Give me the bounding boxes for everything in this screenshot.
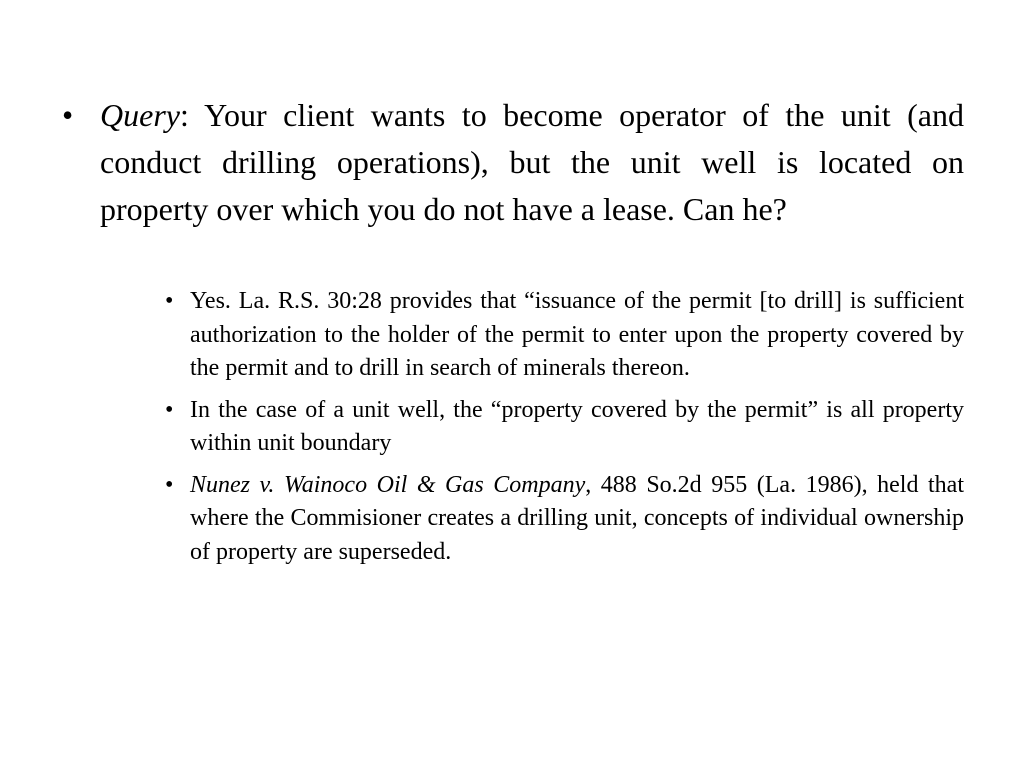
main-bullet-item [62, 92, 964, 233]
bullet-icon: • [165, 288, 174, 314]
bullet-icon: • [62, 97, 74, 133]
sub-bullet-text [190, 469, 964, 570]
sub-bullet-text [190, 285, 964, 386]
query-label: Query [100, 97, 180, 133]
case-citation: Nunez v. Wainoco Oil & Gas Company [190, 471, 586, 498]
sub-bullet-body: Yes. La. R.S. 30:28 provides that “issuance of the permit [to drill] is sufficient authorization to the holder of the permit to enter upon the property covered by the permit and to drill in search of minerals thereon. [190, 288, 964, 381]
sub-bullet-list [165, 285, 964, 577]
sub-bullet-item [165, 394, 964, 461]
sub-bullet-body: , 488 So.2d 955 (La. 1986), held that where the Commisioner creates a drilling unit, concepts of individual ownership of property are superseded. [190, 471, 965, 565]
main-bullet-text [100, 92, 964, 233]
bullet-icon: • [165, 396, 174, 423]
sub-bullet-item [165, 469, 964, 570]
bullet-icon: • [165, 471, 174, 498]
sub-bullet-body: In the case of a unit well, the “property covered by the permit” is all property within unit boundary [190, 396, 964, 456]
sub-bullet-item [165, 285, 964, 386]
query-text: : Your client wants to become operator of the unit (and conduct drilling operations), but the unit well is located on property over which you do not have a lease. Can he? [100, 97, 964, 227]
sub-bullet-text [190, 394, 964, 461]
